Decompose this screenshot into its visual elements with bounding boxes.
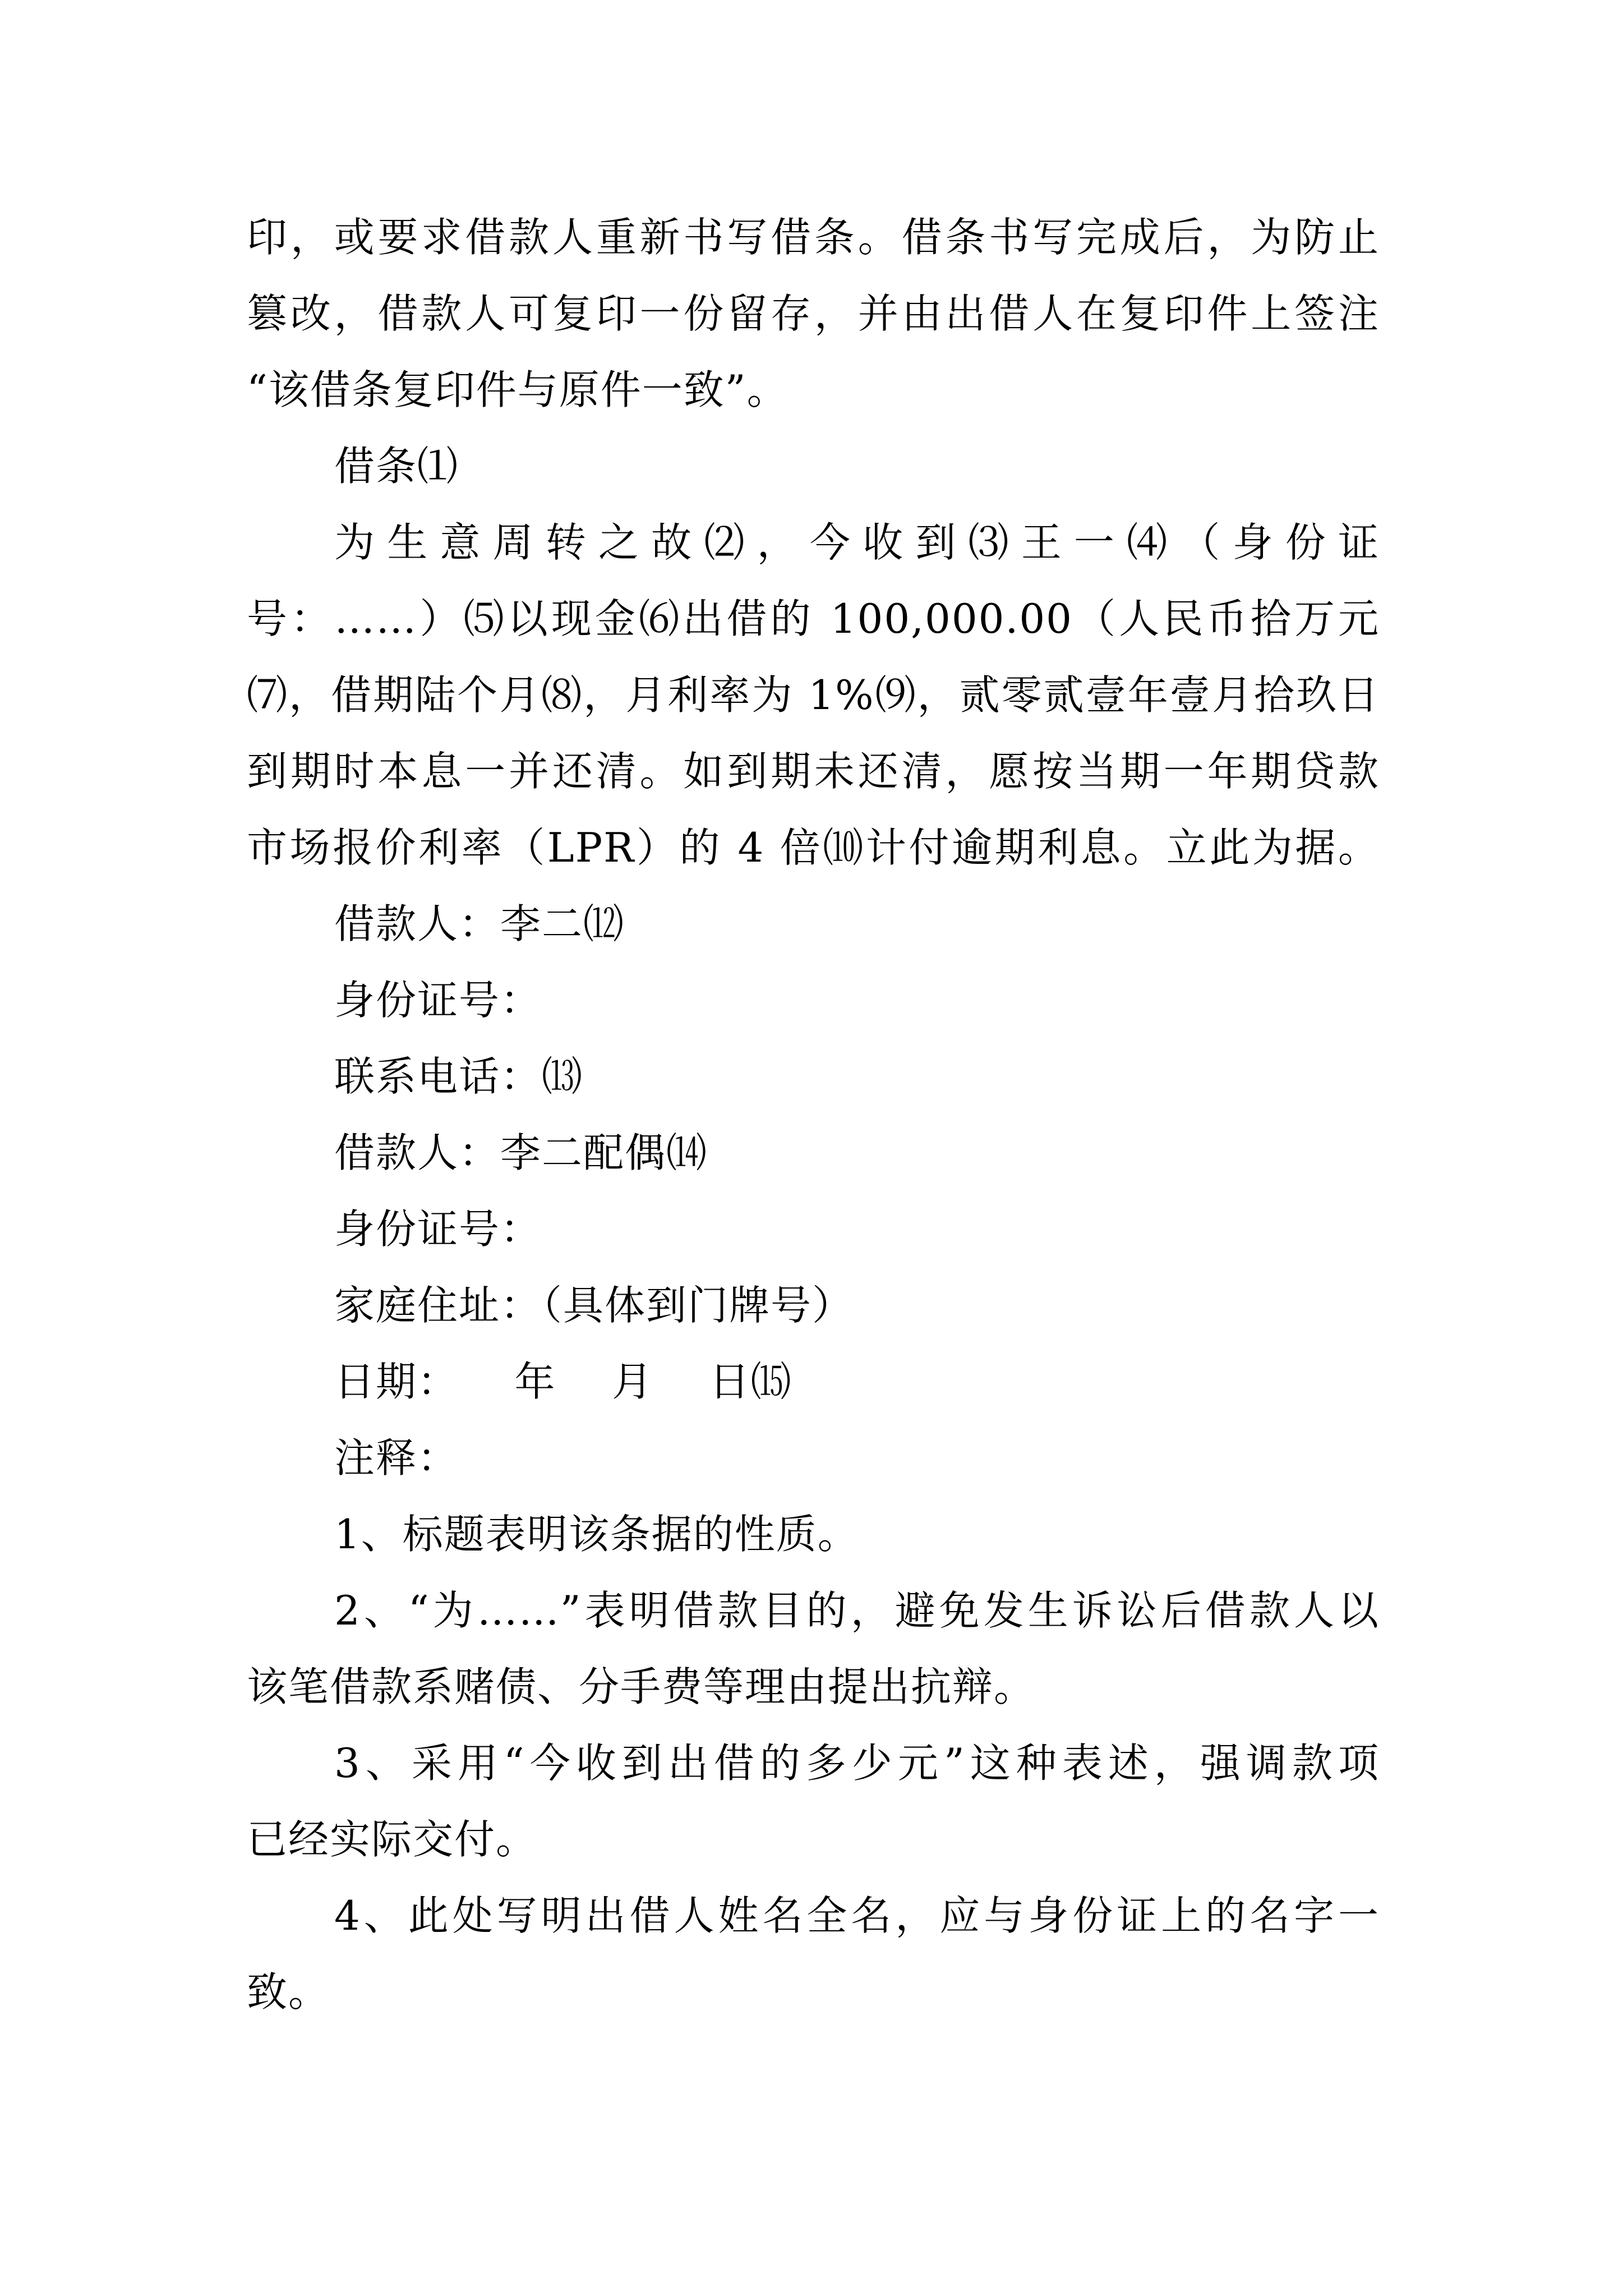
field-phone: 联系电话：⒀	[334, 1053, 584, 1100]
note-item-continued: 该笔借款系赌债、分手费等理由提出抗辩。	[247, 1663, 1036, 1710]
document-title: 借条⑴	[334, 443, 459, 490]
field-home-address: 家庭住址：（具体到门牌号）	[334, 1282, 854, 1329]
note-item: 3、采用“今收到出借的多少元”这种表述，强调款项	[334, 1740, 1380, 1787]
field-id-number: 身份证号：	[334, 977, 542, 1024]
note-item: 2、“为……”表明借款目的，避免发生诉讼后借款人以	[334, 1587, 1380, 1634]
field-date: 日期： 年 月 日⒂	[334, 1358, 792, 1405]
document-body	[247, 199, 1380, 2030]
body-line: 到期时本息一并还清。如到期未还清，愿按当期一年期贷款	[247, 748, 1380, 795]
note-item: 4、此处写明出借人姓名全名，应与身份证上的名字一	[334, 1892, 1380, 1939]
note-item-continued: 已经实际交付。	[247, 1816, 538, 1863]
note-item: 1、标题表明该条据的性质。	[334, 1511, 859, 1558]
field-spouse-id-number: 身份证号：	[334, 1205, 542, 1253]
field-borrower: 借款人：李二⑿	[334, 900, 625, 947]
intro-line: “该借条复印件与原件一致”。	[247, 366, 789, 413]
body-line: ⑺，借期陆个月⑻，月利率为 1%⑼，贰零贰壹年壹月拾玖日	[247, 671, 1380, 719]
intro-line: 篡改，借款人可复印一份留存，并由出借人在复印件上签注	[247, 290, 1380, 337]
field-borrower-spouse: 借款人：李二配偶⒁	[334, 1129, 708, 1176]
body-line: 号：……）⑸以现金⑹出借的 100,000.00（人民币拾万元	[247, 595, 1380, 642]
note-item-continued: 致。	[247, 1968, 330, 2016]
body-line: 市场报价利率（LPR）的 4 倍⑽计付逾期利息。立此为据。	[247, 824, 1380, 871]
intro-line: 印，或要求借款人重新书写借条。借条书写完成后，为防止	[247, 214, 1380, 261]
notes-heading: 注释：	[334, 1434, 459, 1481]
body-line: 为生意周转之故⑵，今收到⑶王一⑷（身份证	[334, 519, 1380, 566]
